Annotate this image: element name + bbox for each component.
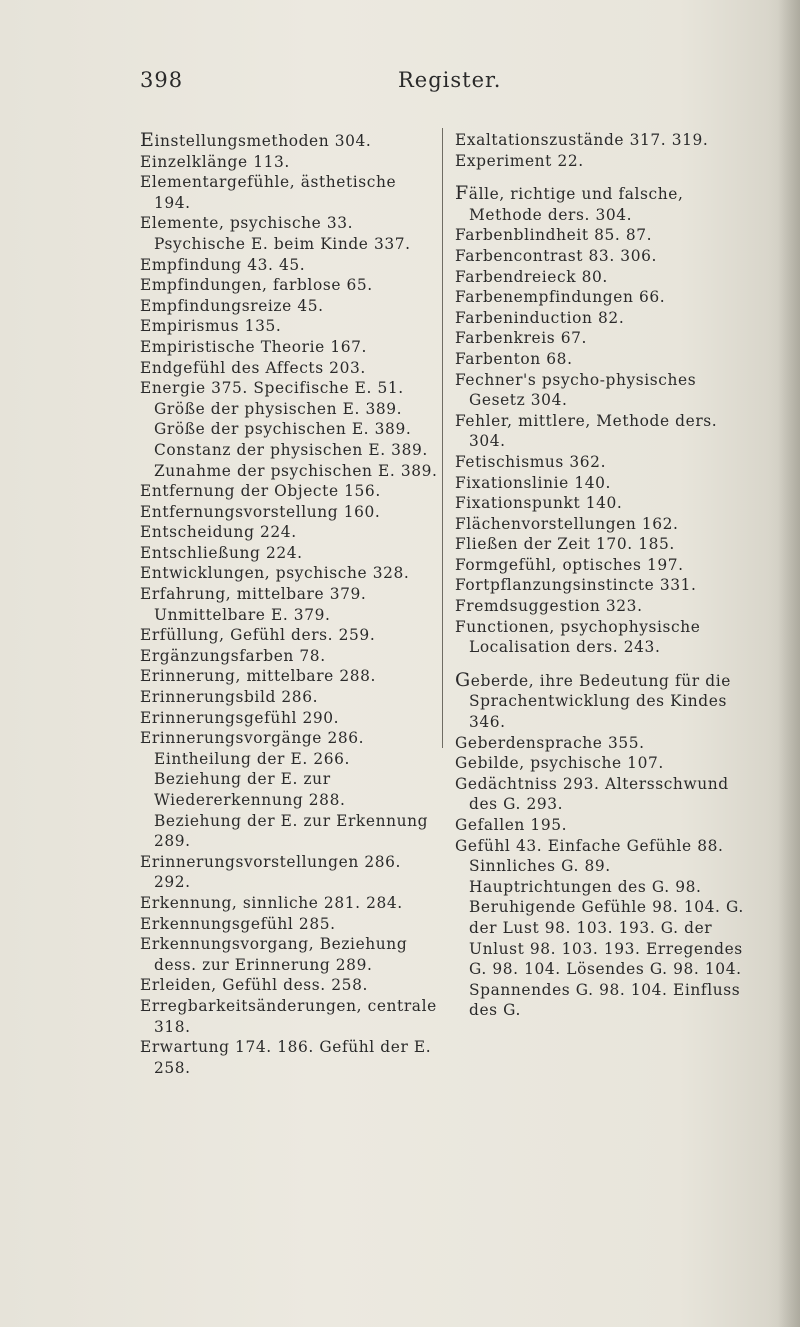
index-column-right bbox=[455, 130, 758, 1021]
index-entry: Empfindungsreize 45. bbox=[140, 296, 324, 315]
index-entry: Empiristische Theorie 167. bbox=[140, 337, 368, 356]
index-entry: Gefallen 195. bbox=[455, 816, 568, 834]
index-entry: Fälle, richtige und falsche, Methode ders. 304. bbox=[455, 182, 684, 224]
index-entry: Farbencontrast 83. 306. bbox=[455, 246, 657, 265]
running-head: Register. bbox=[398, 68, 502, 92]
index-entry: Erfahrung, mittelbare 379. Unmittelbare E. 379. bbox=[140, 585, 367, 624]
index-entry: Entschließung 224. bbox=[140, 543, 303, 562]
index-entry: Gedächtniss 293. Altersschwund des G. 293. bbox=[455, 774, 729, 814]
index-entry: Einstellungsmethoden 304. bbox=[140, 129, 372, 151]
index-entry: Farbeninduction 82. bbox=[455, 308, 625, 327]
index-entry: Fetischismus 362. bbox=[455, 452, 607, 471]
index-entry: Ergänzungsfarben 78. bbox=[140, 646, 326, 665]
index-entry: Einzelklänge 113. bbox=[140, 152, 290, 171]
index-column-left bbox=[140, 130, 438, 1078]
index-entry: Experiment 22. bbox=[455, 151, 584, 170]
index-entry: Gebilde, psychische 107. bbox=[455, 754, 664, 773]
index-entry: Formgefühl, optisches 197. bbox=[455, 555, 684, 574]
index-entry: Farbenblindheit 85. 87. bbox=[455, 226, 653, 245]
index-entry: Endgefühl des Affects 203. bbox=[140, 358, 366, 377]
index-entry: Erleiden, Gefühl dess. 258. bbox=[140, 976, 368, 995]
page-number: 398 bbox=[140, 68, 184, 92]
index-entry: Elementargefühle, ästhetische 194. bbox=[140, 173, 397, 212]
index-entry: Empfindungen, farblose 65. bbox=[140, 276, 373, 295]
index-entry: Empfindung 43. 45. bbox=[140, 255, 306, 274]
index-entry: Erkennung, sinnliche 281. 284. bbox=[140, 893, 403, 912]
index-entry: Farbendreieck 80. bbox=[455, 267, 608, 286]
index-entry: Geberde, ihre Bedeutung für die Sprachentwicklung des Kindes 346. bbox=[455, 668, 731, 732]
index-entry: Erfüllung, Gefühl ders. 259. bbox=[140, 626, 376, 645]
index-entry: Fließen der Zeit 170. 185. bbox=[455, 535, 675, 554]
index-entry: Functionen, psychophysische Localisation ders. 243. bbox=[455, 617, 701, 657]
index-entry: Flächenvorstellungen 162. bbox=[455, 514, 679, 533]
index-entry: Fechner's psycho-physisches Gesetz 304. bbox=[455, 370, 697, 410]
index-entry: Entscheidung 224. bbox=[140, 523, 297, 542]
index-entry: Geberdensprache 355. bbox=[455, 733, 645, 752]
index-entry: Empirismus 135. bbox=[140, 317, 282, 336]
page-edge-shadow bbox=[778, 0, 800, 1327]
index-entry: Fremdsuggestion 323. bbox=[455, 597, 643, 616]
index-entry: Exaltationszustände 317. 319. bbox=[455, 131, 709, 149]
index-entry: Erkennungsvorgang, Beziehung dess. zur Erinnerung 289. bbox=[140, 935, 408, 974]
index-entry: Erinnerungsvorgänge 286. Eintheilung der E. 266. Beziehung der E. zur Wiedererkennung 288. Beziehung der E. zur Erkennung 289. bbox=[140, 729, 429, 851]
index-entry: Fehler, mittlere, Methode ders. 304. bbox=[455, 411, 718, 451]
index-entry: Erinnerungsbild 286. bbox=[140, 688, 319, 707]
index-entry: Erinnerungsvorstellungen 286. 292. bbox=[140, 852, 401, 892]
index-entry: Entfernung der Objecte 156. bbox=[140, 482, 381, 501]
index-entry: Farbenton 68. bbox=[455, 349, 573, 368]
index-entry: Farbenkreis 67. bbox=[455, 329, 588, 348]
page-header bbox=[0, 68, 800, 102]
index-entry: Erwartung 174. 186. Gefühl der E. 258. bbox=[140, 1038, 432, 1077]
index-entry: Farbenempfindungen 66. bbox=[455, 288, 666, 307]
index-entry: Entwicklungen, psychische 328. bbox=[140, 564, 410, 583]
index-entry: Erregbarkeitsänderungen, centrale 318. bbox=[140, 996, 437, 1036]
index-entry: Gefühl 43. Einfache Gefühle 88. Sinnliches G. 89. Hauptrichtungen des G. 98. Beruhigende Gefühle 98. 104. G. der Lust 98. 103. 193. G. der Unlust 98. 103. 193. Erregendes G. 98. 104. Lösendes G. 98. 104. Spannendes G. 98. 104. Einfluss des G. bbox=[455, 836, 744, 1020]
index-entry: Entfernungsvorstellung 160. bbox=[140, 502, 381, 521]
index-entry: Fortpflanzungsinstincte 331. bbox=[455, 576, 697, 595]
index-entry: Erkennungsgefühl 285. bbox=[140, 914, 336, 933]
index-entry: Erinnerungsgefühl 290. bbox=[140, 708, 340, 727]
column-divider bbox=[442, 128, 443, 748]
index-entry: Erinnerung, mittelbare 288. bbox=[140, 667, 377, 686]
index-entry: Elemente, psychische 33. Psychische E. beim Kinde 337. bbox=[140, 214, 411, 253]
index-entry: Energie 375. Specifische E. 51. Größe der physischen E. 389. Größe der psychischen E. 389. Constanz der physischen E. 389. Zunahme der psychischen E. 389. bbox=[140, 379, 438, 480]
index-entry: Fixationslinie 140. bbox=[455, 473, 611, 492]
index-entry: Fixationspunkt 140. bbox=[455, 494, 623, 513]
